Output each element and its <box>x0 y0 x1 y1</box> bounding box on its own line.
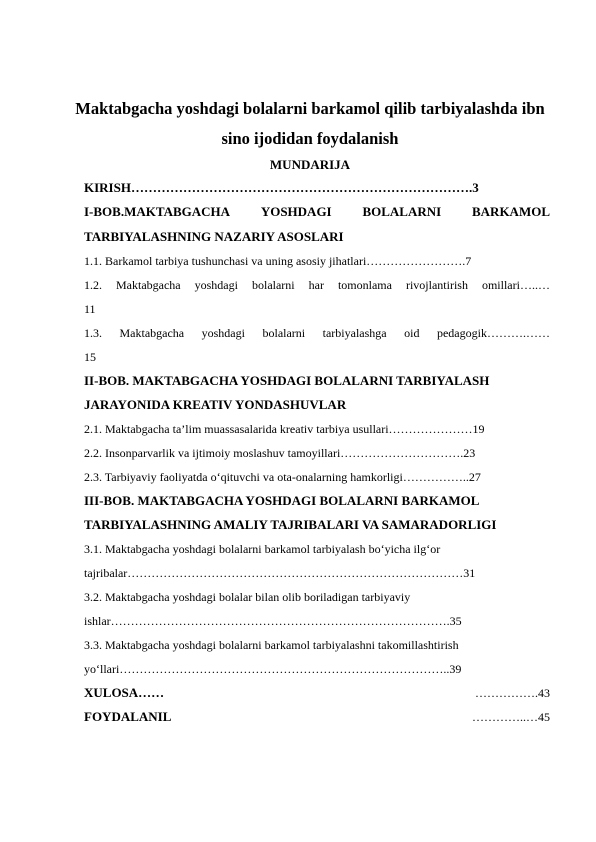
toc-word: 1.3. <box>84 326 102 340</box>
toc-word: Maktabgacha <box>119 326 185 340</box>
toc-word: Maktabgacha <box>116 278 181 292</box>
toc-entry-xulosa-page: …………….43 <box>475 686 550 700</box>
toc-word: YOSHDAGI <box>260 204 332 219</box>
toc-entry-3-3-line1: 3.3. Maktabgacha yoshdagi bolalarni barkamol tarbiyalashni takomillashtirish <box>84 638 459 652</box>
toc-entry-1-2 <box>84 277 550 293</box>
toc-word: I-BOB.MAKTABGACHA <box>84 204 231 219</box>
toc-entry-1-2-page: 11 <box>84 302 96 316</box>
toc-entry-2-3: 2.3. Tarbiyaviy faoliyatda o‘qituvchi va ota-onalarning hamkorligi……………..27 <box>84 470 481 484</box>
toc-word: BOLALARNI <box>362 204 442 219</box>
toc-entry-3-1-line1: 3.1. Maktabgacha yoshdagi bolalarni barkamol tarbiyalash bo‘yicha ilg‘or <box>84 542 441 556</box>
toc-entry-1-1: 1.1. Barkamol tarbiya tushunchasi va uning asosiy jihatlari…………………….7 <box>84 254 472 268</box>
toc-word: omillari…..… <box>481 278 550 292</box>
contents-heading: MUNDARIJA <box>269 157 351 172</box>
toc-word: har <box>308 278 324 292</box>
toc-word: rivojlantirish <box>405 278 468 292</box>
toc-entry-xulosa <box>84 685 550 701</box>
toc-word: 1.2. <box>84 278 102 292</box>
toc-word: BARKAMOL <box>472 204 550 219</box>
toc-entry-3-1-line2: tajribalar…………………………………………………………………………31 <box>84 566 476 580</box>
toc-chapter3-line2: TARBIYALASHNING AMALIY TAJRIBALARI VA SAMARADORLIGI <box>84 517 497 532</box>
toc-entry-3-3-line2: yo‘llari………………………………………………………………………..39 <box>84 662 462 676</box>
toc-entry-3-2-line2: ishlar………………………………………………………………………….35 <box>84 614 462 628</box>
toc-word: bolalarni <box>262 326 306 340</box>
toc-entry-2-1: 2.1. Maktabgacha ta’lim muassasalarida kreativ tarbiya usullari…………………19 <box>84 422 485 436</box>
toc-chapter1-line1 <box>84 204 550 220</box>
toc-entry-xulosa-label: XULOSA…… <box>84 685 165 700</box>
toc-entry-kirish <box>84 180 550 196</box>
toc-word: yoshdagi <box>201 326 245 340</box>
toc-word: tomonlama <box>337 278 392 292</box>
document-title-line2: sino ijodidan foydalanish <box>221 129 399 148</box>
toc-chapter2-line1: II-BOB. MAKTABGACHA YOSHDAGI BOLALARNI TARBIYALASH <box>84 373 490 388</box>
toc-entry-3-2-line1: 3.2. Maktabgacha yoshdagi bolalar bilan olib boriladigan tarbiyaviy <box>84 590 411 604</box>
toc-word: pedagogik……….…… <box>436 326 550 340</box>
toc-entry-kirish-text: KIRISH…………………………………………………………………….3 <box>84 180 479 195</box>
toc-word: oid <box>404 326 420 340</box>
document-title-line1: Maktabgacha yoshdagi bolalarni barkamol qilib tarbiyalashda ibn <box>75 99 545 118</box>
toc-chapter1-line2: TARBIYALASHNING NAZARIY ASOSLARI <box>84 229 344 244</box>
toc-word: bolalarni <box>251 278 295 292</box>
toc-chapter2-line2: JARAYONIDA KREATIV YONDASHUVLAR <box>84 397 347 412</box>
toc-word: yoshdagi <box>194 278 238 292</box>
toc-word: tarbiyalashga <box>322 326 387 340</box>
toc-entry-1-3 <box>84 325 550 341</box>
toc-entry-foydalanilgan <box>84 709 550 725</box>
toc-entry-foydalanilgan-page: …………..…45 <box>472 710 550 724</box>
toc-chapter3-line1: III-BOB. MAKTABGACHA YOSHDAGI BOLALARNI BARKAMOL <box>84 493 480 508</box>
toc-entry-foydalanilgan-label: FOYDALANIL <box>84 709 172 724</box>
toc-entry-2-2: 2.2. Insonparvarlik va ijtimoiy moslashuv tamoyillari………………………….23 <box>84 446 476 460</box>
toc-entry-1-3-page: 15 <box>84 350 96 364</box>
